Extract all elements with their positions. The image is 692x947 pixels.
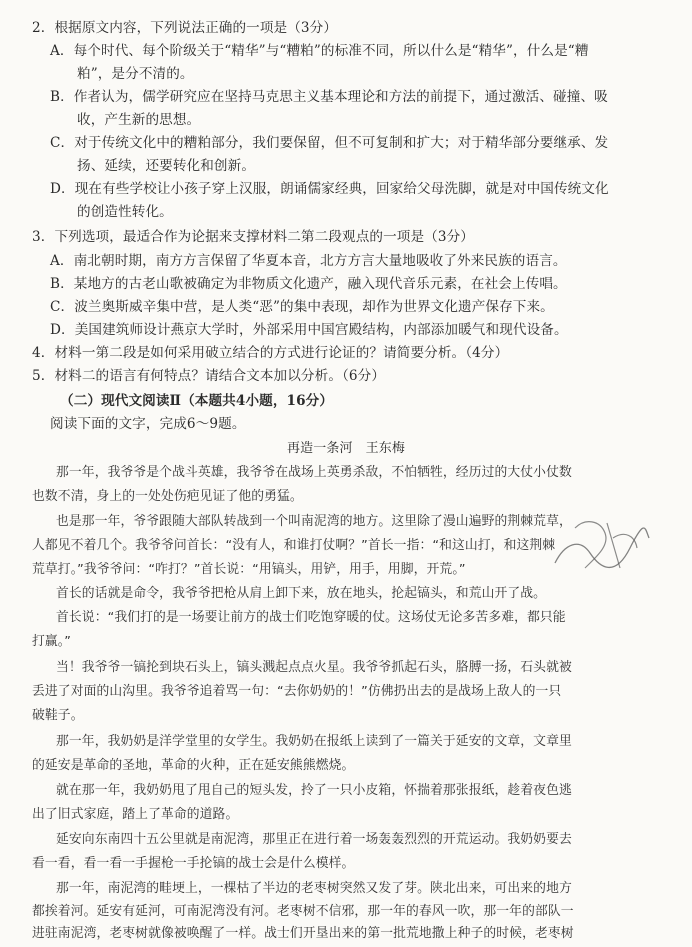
paragraph-line: 都挨着河。延安有延河，可南泥湾没有河。老枣树不信邪，那一年的春风一吹，那一年的部队一	[32, 904, 574, 919]
option-3b: B．某地方的古老山歌被确定为非物质文化遗产，融入现代音乐元素，在社会上传唱。	[50, 276, 567, 292]
reading-instruction: 阅读下面的文字，完成6～9题。	[50, 416, 246, 432]
option-2b-line2: 收，产生新的思想。	[77, 112, 201, 128]
question-5: 5．材料二的语言有何特点？请结合文本加以分析。（6分）	[32, 368, 386, 384]
paragraph-line: 的延安是革命的圣地，革命的火种，正在延安熊熊燃烧。	[32, 758, 355, 773]
question-3: 3．下列选项，最适合作为论据来支撑材料二第二段观点的一项是（3分）	[32, 229, 475, 245]
question-4: 4．材料一第二段是如何采用破立结合的方式进行论证的？请简要分析。（4分）	[32, 345, 509, 361]
paragraph-line: 看一看，看一看一手握枪一手抡镐的战士会是什么模样。	[32, 856, 355, 871]
paragraph-line: 首长说：“我们打的是一场要让前方的战士们吃饱穿暖的仗。这场仗无论多苦多难，都只能	[56, 610, 566, 625]
handwritten-mark	[545, 508, 655, 588]
paragraph-line: 当！我爷爷一镐抡到块石头上，镐头溅起点点火星。我爷爷抓起石头，胳膊一扬，石头就被	[56, 660, 572, 675]
paragraph-line: 荒草打。”我爷爷问：“咋打？”首长说：“用镐头，用铲，用手，用脚，开荒。”	[32, 562, 466, 577]
paragraph-line: 就在那一年，我奶奶甩了甩自己的短头发，拎了一只小皮箱，怀揣着那张报纸，趁着夜色逃	[56, 783, 572, 798]
option-2c-line1: C．对于传统文化中的糟粕部分，我们要保留，但不可复制和扩大；对于精华部分要继承、发	[50, 135, 609, 151]
option-2d-line1: D．现在有些学校让小孩子穿上汉服，朗诵儒家经典，回家给父母洗脚，就是对中国传统文化	[50, 181, 609, 197]
paragraph-line: 人都见不着几个。我爷爷问首长：“没有人，和谁打仗啊？”首长一指：“和这山打，和这荆棘	[32, 538, 556, 553]
paragraph-line: 丢进了对面的山沟里。我爷爷追着骂一句：“去你奶奶的！”仿佛扔出去的是战场上敌人的一只	[32, 684, 562, 699]
option-3c: C．波兰奥斯威辛集中营，是人类“恶”的集中表现，却作为世界文化遗产保存下来。	[50, 299, 554, 315]
section-heading: （二）现代文阅读Ⅱ（本题共4小题，16分）	[60, 393, 334, 409]
paragraph-line: 破鞋子。	[32, 708, 84, 723]
paragraph-line: 首长的话就是命令，我爷爷把枪从肩上卸下来，放在地头，抡起镐头，和荒山开了战。	[56, 586, 547, 601]
option-2a-line2: 粕”，是分不清的。	[77, 66, 194, 82]
paragraph-line: 出了旧式家庭，踏上了革命的道路。	[32, 807, 239, 822]
paragraph-line: 延安向东南四十五公里就是南泥湾，那里正在进行着一场轰轰烈烈的开荒运动。我奶奶要去	[56, 832, 572, 847]
option-3a: A．南北朝时期，南方方言保留了华夏本音，北方方言大量地吸收了外来民族的语言。	[50, 253, 567, 269]
paragraph-line: 也数不清，身上的一处处伤疤见证了他的勇猛。	[32, 489, 303, 504]
option-3d: D．美国建筑师设计燕京大学时，外部采用中国宫殿结构，内部添加暖气和现代设备。	[50, 322, 568, 338]
paragraph-line: 那一年，我奶奶是洋学堂里的女学生。我奶奶在报纸上读到了一篇关于延安的文章，文章里	[56, 734, 572, 749]
article-title: 再造一条河 王东梅	[287, 441, 405, 456]
option-2a-line1: A．每个时代、每个阶级关于“精华”与“糟粕”的标准不同，所以什么是“精华”，什么是“糟	[50, 43, 589, 59]
option-2d-line2: 的创造性转化。	[77, 204, 173, 220]
paragraph-line: 那一年，南泥湾的畦埂上，一棵枯了半边的老枣树突然又发了芽。陕北出来，可出来的地方	[56, 881, 572, 896]
paragraph-line: 也是那一年，爷爷跟随大部队转战到一个叫南泥湾的地方。这里除了漫山遍野的荆棘荒草，	[56, 514, 572, 529]
option-2c-line2: 扬、延续，还要转化和创新。	[77, 158, 256, 174]
paragraph-line: 打赢。”	[32, 634, 72, 649]
paragraph-line: 那一年，我爷爷是个战斗英雄，我爷爷在战场上英勇杀敌，不怕牺牲，经历过的大仗小仗数	[56, 465, 572, 480]
question-2: 2．根据原文内容，下列说法正确的一项是（3分）	[32, 20, 338, 36]
option-2b-line1: B．作者认为，儒学研究应在坚持马克思主义基本理论和方法的前提下，通过激活、碰撞、吸	[50, 89, 608, 105]
paragraph-line: 进驻南泥湾，老枣树就像被唤醒了一样。战士们开垦出来的第一批荒地撒上种子的时候，老枣树	[32, 926, 574, 941]
